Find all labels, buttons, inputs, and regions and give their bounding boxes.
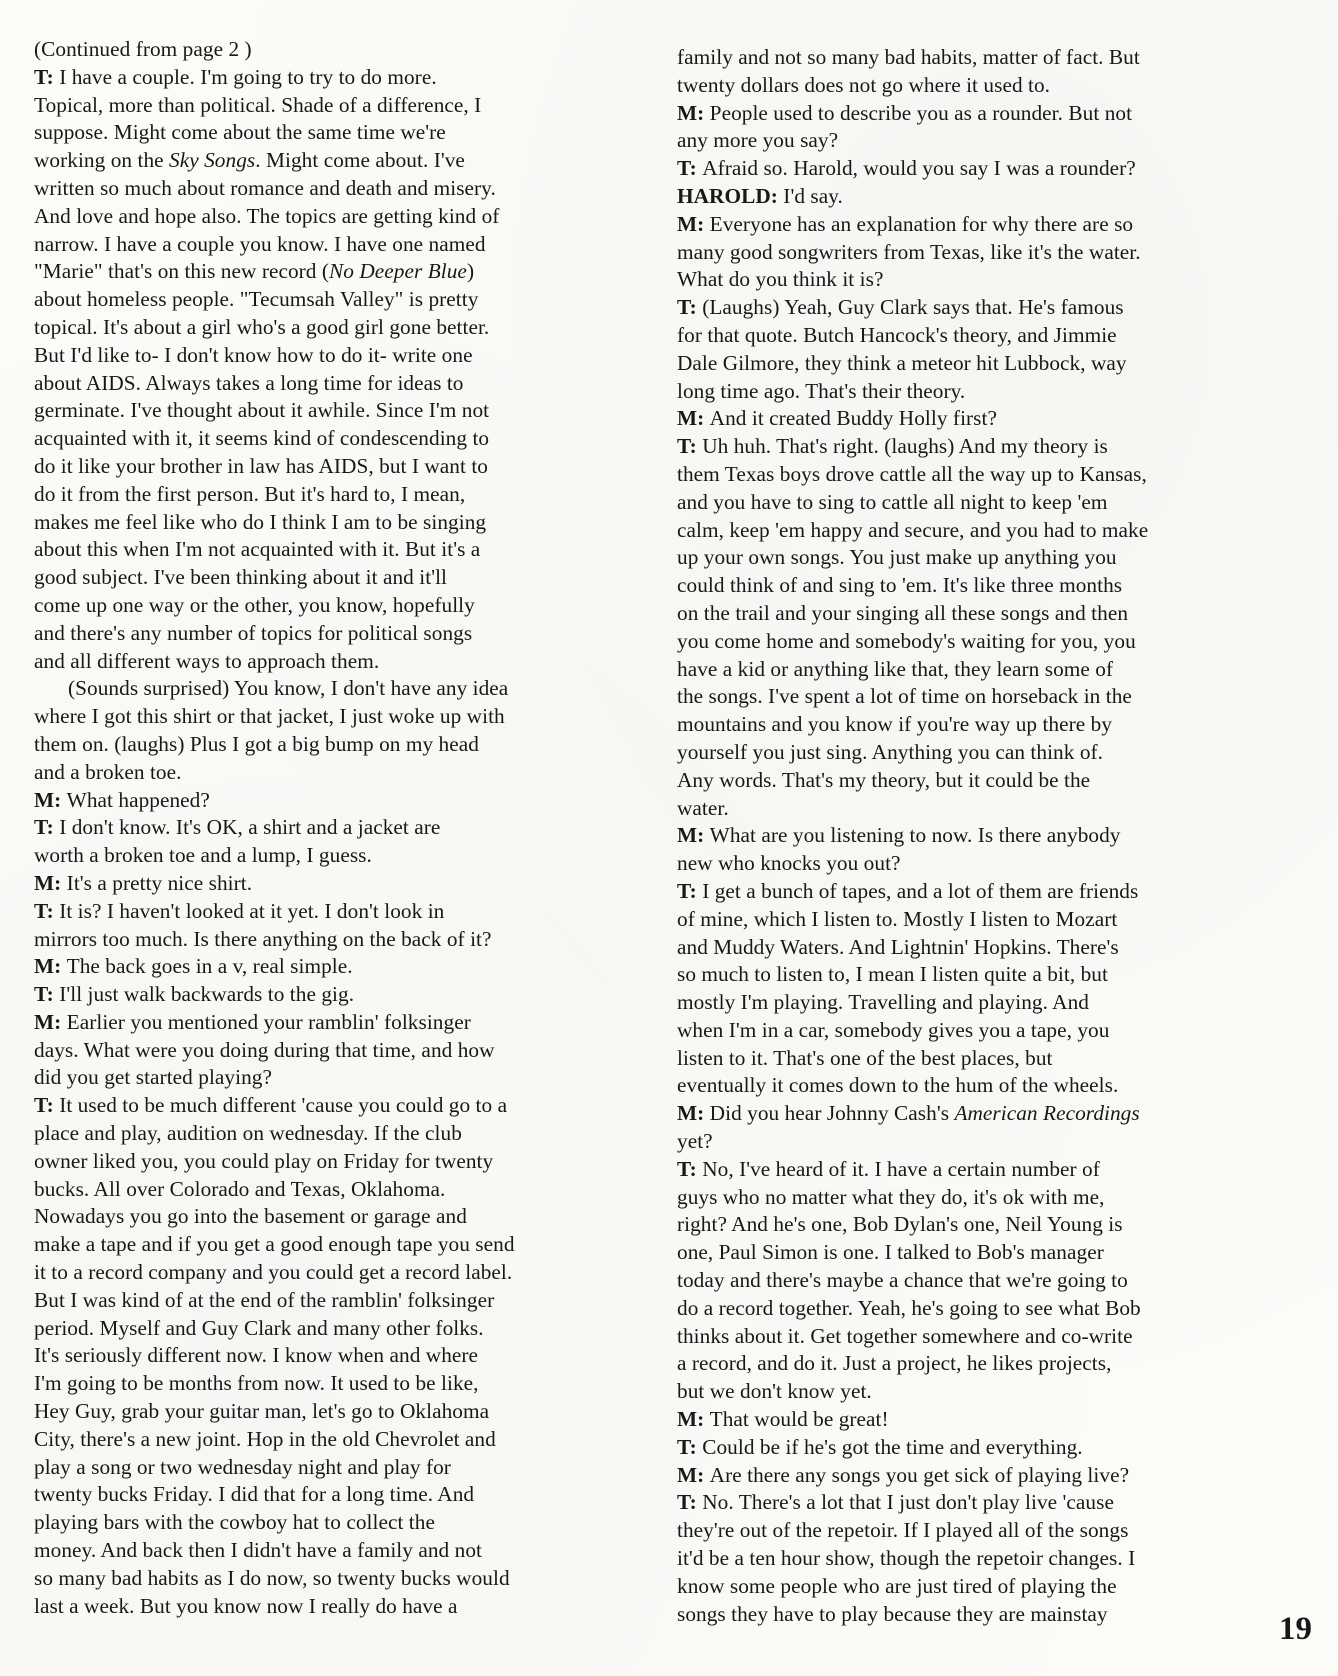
text-line bbox=[34, 1231, 656, 1259]
line-text: What do you think it is? bbox=[677, 267, 884, 292]
speaker-label: T: bbox=[677, 295, 703, 320]
line-text: Hey Guy, grab your guitar man, let's go to Oklahoma bbox=[34, 1399, 490, 1424]
line-text: family and not so many bad habits, matter of fact. But bbox=[677, 45, 1140, 69]
text-line bbox=[677, 656, 1277, 684]
speaker-label: T: bbox=[677, 878, 703, 903]
speaker-label: M: bbox=[677, 1407, 710, 1432]
text-line bbox=[34, 342, 656, 370]
text-line bbox=[677, 628, 1277, 656]
text-line bbox=[677, 683, 1277, 711]
line-text: Topical, more than political. Shade of a difference, I bbox=[34, 92, 482, 117]
text-line bbox=[34, 787, 656, 815]
text-line bbox=[677, 322, 1277, 350]
text-line bbox=[34, 620, 656, 648]
line-text: (Laughs) Yeah, Guy Clark says that. He's famous bbox=[702, 295, 1124, 320]
speaker-label: M: bbox=[677, 211, 710, 236]
text-line bbox=[34, 564, 656, 592]
line-text-after: . Might come about. I've bbox=[255, 148, 465, 173]
speaker-label: M: bbox=[677, 406, 710, 431]
line-text: Afraid so. Harold, would you say I was a rounder? bbox=[702, 156, 1136, 181]
line-text: suppose. Might come about the same time we're bbox=[34, 120, 446, 145]
text-line bbox=[677, 461, 1277, 489]
text-line bbox=[677, 239, 1277, 267]
line-text: where I got this shirt or that jacket, I just woke up with bbox=[34, 704, 505, 729]
text-line bbox=[677, 350, 1277, 378]
text-line bbox=[34, 1120, 656, 1148]
line-text: And love and hope also. The topics are getting kind of bbox=[34, 203, 500, 228]
line-text: germinate. I've thought about it awhile. Since I'm not bbox=[34, 398, 490, 423]
speaker-label: T: bbox=[677, 156, 703, 181]
text-line bbox=[34, 147, 656, 175]
text-line bbox=[34, 314, 656, 342]
line-text: twenty dollars does not go where it used to. bbox=[677, 72, 1051, 97]
line-text: I'm going to be months from now. It used to be like, bbox=[34, 1371, 479, 1396]
speaker-label: T: bbox=[34, 64, 60, 89]
line-text: have a kid or anything like that, they learn some of bbox=[677, 656, 1114, 681]
text-line bbox=[34, 1565, 656, 1593]
speaker-label: M: bbox=[34, 787, 67, 812]
line-text: right? And he's one, Bob Dylan's one, Neil Young is bbox=[677, 1212, 1123, 1237]
text-line bbox=[677, 961, 1277, 989]
text-line bbox=[677, 378, 1277, 406]
line-text: make a tape and if you get a good enough tape you send bbox=[34, 1232, 515, 1257]
text-line bbox=[677, 1184, 1277, 1212]
line-text: do a record together. Yeah, he's going to see what Bob bbox=[677, 1295, 1141, 1320]
speaker-label: M: bbox=[677, 100, 710, 125]
line-text: But I'd like to- I don't know how to do it- write one bbox=[34, 342, 473, 367]
line-text: do it from the first person. But it's hard to, I mean, bbox=[34, 481, 466, 506]
text-line bbox=[34, 119, 656, 147]
line-text: about this when I'm not acquainted with it. But it's a bbox=[34, 537, 481, 562]
text-line bbox=[677, 1267, 1277, 1295]
line-text: mostly I'm playing. Travelling and playing. And bbox=[677, 990, 1090, 1015]
line-text: I'll just walk backwards to the gig. bbox=[59, 982, 355, 1007]
text-line bbox=[34, 1148, 656, 1176]
text-line bbox=[677, 1378, 1277, 1406]
line-text: good subject. I've been thinking about it and it'll bbox=[34, 565, 448, 590]
line-text: the songs. I've spent a lot of time on horseback in the bbox=[677, 684, 1132, 709]
text-line bbox=[677, 1601, 1277, 1629]
line-text: What are you listening to now. Is there anybody bbox=[709, 823, 1121, 848]
line-text: long time ago. That's their theory. bbox=[677, 378, 966, 403]
line-text: Could be if he's got the time and everything. bbox=[702, 1434, 1083, 1459]
text-line bbox=[34, 509, 656, 537]
line-text: And it created Buddy Holly first? bbox=[709, 406, 997, 431]
line-text: any more you say? bbox=[677, 128, 839, 153]
text-line bbox=[34, 1370, 656, 1398]
line-text: I'd say. bbox=[783, 183, 843, 208]
text-line bbox=[34, 842, 656, 870]
line-text: It's a pretty nice shirt. bbox=[66, 870, 253, 895]
text-line bbox=[34, 397, 656, 425]
text-line bbox=[677, 1045, 1277, 1073]
text-line bbox=[677, 1573, 1277, 1601]
line-text: written so much about romance and death and misery. bbox=[34, 175, 496, 200]
text-line bbox=[677, 739, 1277, 767]
speaker-label: M: bbox=[34, 1009, 67, 1034]
text-line bbox=[677, 711, 1277, 739]
line-text: "Marie" that's on this new record ( bbox=[34, 259, 330, 284]
line-text: days. What were you doing during that time, and how bbox=[34, 1037, 495, 1062]
text-line bbox=[677, 795, 1277, 823]
text-line bbox=[677, 100, 1277, 128]
text-line bbox=[677, 127, 1277, 155]
text-line bbox=[677, 433, 1277, 461]
text-line bbox=[34, 536, 656, 564]
text-line bbox=[677, 1128, 1277, 1156]
text-line bbox=[34, 1342, 656, 1370]
line-text: Are there any songs you get sick of playing live? bbox=[709, 1462, 1130, 1487]
line-text: I get a bunch of tapes, and a lot of them are friends bbox=[702, 878, 1139, 903]
text-line bbox=[34, 231, 656, 259]
line-text: could think of and sing to 'em. It's like three months bbox=[677, 573, 1123, 598]
text-line bbox=[34, 731, 656, 759]
continued-note: (Continued from page 2 ) bbox=[34, 37, 252, 61]
text-line bbox=[34, 953, 656, 981]
text-line bbox=[677, 294, 1277, 322]
line-text: money. And back then I didn't have a family and not bbox=[34, 1538, 482, 1563]
speaker-label: T: bbox=[34, 898, 60, 923]
speaker-label: T: bbox=[34, 1093, 60, 1118]
speaker-label: T: bbox=[34, 982, 60, 1007]
text-line bbox=[677, 183, 1277, 211]
text-line bbox=[677, 822, 1277, 850]
text-line bbox=[34, 258, 656, 286]
line-text: many good songwriters from Texas, like it's the water. bbox=[677, 239, 1141, 264]
text-line bbox=[677, 44, 1277, 72]
speaker-label: T: bbox=[34, 815, 60, 840]
line-text: when I'm in a car, somebody gives you a tape, you bbox=[677, 1017, 1110, 1042]
line-text: on the trail and your singing all these songs and then bbox=[677, 600, 1129, 625]
line-text: twenty bucks Friday. I did that for a long time. And bbox=[34, 1482, 475, 1507]
speaker-label: T: bbox=[677, 1490, 703, 1515]
text-line bbox=[34, 481, 656, 509]
text-line bbox=[677, 989, 1277, 1017]
text-line bbox=[34, 981, 656, 1009]
text-line bbox=[677, 1517, 1277, 1545]
line-text: songs they have to play because they are mainstay bbox=[677, 1601, 1108, 1626]
line-text: and a broken toe. bbox=[34, 759, 182, 784]
speaker-label: T: bbox=[677, 434, 703, 459]
text-line bbox=[34, 1064, 656, 1092]
line-text: know some people who are just tired of playing the bbox=[677, 1573, 1117, 1598]
line-text: of mine, which I listen to. Mostly I listen to Mozart bbox=[677, 906, 1118, 931]
line-text: Everyone has an explanation for why there are so bbox=[709, 211, 1134, 236]
line-text: guys who no matter what they do, it's ok with me, bbox=[677, 1184, 1105, 1209]
left-column bbox=[34, 36, 656, 1620]
line-text: bucks. All over Colorado and Texas, Oklahoma. bbox=[34, 1176, 446, 1201]
line-text: yourself you just sing. Anything you can think of. bbox=[677, 739, 1104, 764]
line-text: and Muddy Waters. And Lightnin' Hopkins. There's bbox=[677, 934, 1119, 959]
italic-title: American Recordings bbox=[954, 1101, 1140, 1126]
speaker-label: T: bbox=[677, 1156, 703, 1181]
line-text: eventually it comes down to the hum of the wheels. bbox=[677, 1073, 1119, 1098]
text-line bbox=[677, 1406, 1277, 1434]
line-text: them on. (laughs) Plus I got a big bump on my head bbox=[34, 731, 479, 756]
left-column-text bbox=[34, 64, 656, 1621]
line-text: one, Paul Simon is one. I talked to Bob's manager bbox=[677, 1240, 1104, 1265]
line-text: them Texas boys drove cattle all the way up to Kansas, bbox=[677, 461, 1147, 486]
text-line bbox=[677, 1072, 1277, 1100]
text-line bbox=[34, 759, 656, 787]
line-text: but we don't know yet. bbox=[677, 1379, 872, 1404]
text-line bbox=[34, 1481, 656, 1509]
text-line bbox=[34, 1454, 656, 1482]
speaker-label: HAROLD: bbox=[677, 183, 784, 208]
text-line bbox=[34, 1259, 656, 1287]
speaker-label: M: bbox=[34, 954, 67, 979]
text-line bbox=[677, 155, 1277, 183]
line-text: Earlier you mentioned your ramblin' folksinger bbox=[66, 1009, 471, 1034]
text-line bbox=[34, 175, 656, 203]
line-text: I don't know. It's OK, a shirt and a jacket are bbox=[59, 815, 441, 840]
text-line bbox=[34, 203, 656, 231]
text-line bbox=[677, 1156, 1277, 1184]
text-line bbox=[677, 1323, 1277, 1351]
line-text: The back goes in a v, real simple. bbox=[66, 954, 353, 979]
text-line bbox=[677, 1350, 1277, 1378]
line-text: it'd be a ten hour show, though the repetoir changes. I bbox=[677, 1546, 1136, 1571]
text-line bbox=[677, 878, 1277, 906]
line-text: for that quote. Butch Hancock's theory, and Jimmie bbox=[677, 322, 1117, 347]
line-text: do it like your brother in law has AIDS, but I want to bbox=[34, 453, 489, 478]
line-text: worth a broken toe and a lump, I guess. bbox=[34, 843, 372, 868]
line-text: It used to be much different 'cause you could go to a bbox=[59, 1093, 508, 1118]
line-text: owner liked you, you could play on Friday for twenty bbox=[34, 1148, 494, 1173]
right-column-text bbox=[677, 44, 1277, 1628]
line-text: working on the bbox=[34, 148, 170, 173]
text-line bbox=[34, 1315, 656, 1343]
line-text: place and play, audition on wednesday. If the club bbox=[34, 1121, 462, 1146]
line-text: did you get started playing? bbox=[34, 1065, 272, 1090]
text-line bbox=[34, 370, 656, 398]
text-line bbox=[34, 1509, 656, 1537]
line-text: about homeless people. "Tecumsah Valley" is pretty bbox=[34, 287, 479, 312]
text-line bbox=[34, 1203, 656, 1231]
text-line bbox=[677, 1434, 1277, 1462]
text-line bbox=[677, 1239, 1277, 1267]
line-text: Nowadays you go into the basement or garage and bbox=[34, 1204, 467, 1229]
line-text-after: ) bbox=[466, 259, 475, 284]
line-text: listen to it. That's one of the best places, but bbox=[677, 1045, 1053, 1070]
text-line bbox=[34, 648, 656, 676]
line-text: calm, keep 'em happy and secure, and you had to make bbox=[677, 517, 1149, 542]
text-line bbox=[34, 1593, 656, 1621]
text-line bbox=[677, 1100, 1277, 1128]
line-text: playing bars with the cowboy hat to collect the bbox=[34, 1510, 435, 1535]
text-line bbox=[677, 405, 1277, 433]
line-text: topical. It's about a girl who's a good girl gone better. bbox=[34, 314, 490, 339]
text-line bbox=[34, 592, 656, 620]
line-text: they're out of the repetoir. If I played all of the songs bbox=[677, 1518, 1129, 1543]
text-line bbox=[34, 1398, 656, 1426]
text-line bbox=[34, 1009, 656, 1037]
line-text: But I was kind of at the end of the ramblin' folksinger bbox=[34, 1287, 495, 1312]
text-line bbox=[677, 72, 1277, 100]
text-line bbox=[677, 1211, 1277, 1239]
line-text: so many bad habits as I do now, so twenty bucks would bbox=[34, 1565, 510, 1590]
text-line bbox=[34, 926, 656, 954]
text-line bbox=[34, 1037, 656, 1065]
text-line bbox=[34, 703, 656, 731]
line-text: It's seriously different now. I know when and where bbox=[34, 1343, 479, 1368]
line-text: and there's any number of topics for political songs bbox=[34, 620, 473, 645]
text-line bbox=[677, 1489, 1277, 1517]
line-text: yet? bbox=[677, 1129, 713, 1154]
text-line bbox=[34, 1537, 656, 1565]
line-text: new who knocks you out? bbox=[677, 851, 901, 876]
speaker-label: M: bbox=[677, 1462, 710, 1487]
text-line bbox=[34, 286, 656, 314]
line-text: up your own songs. You just make up anything you bbox=[677, 545, 1117, 570]
text-line bbox=[34, 1176, 656, 1204]
line-text: Uh huh. That's right. (laughs) And my theory is bbox=[702, 434, 1108, 459]
line-text: about AIDS. Always takes a long time for ideas to bbox=[34, 370, 464, 395]
line-text: mountains and you know if you're way up there by bbox=[677, 712, 1113, 737]
line-text: thinks about it. Get together somewhere and co-write bbox=[677, 1323, 1133, 1348]
text-line bbox=[34, 64, 656, 92]
text-line bbox=[677, 517, 1277, 545]
line-text: acquainted with it, it seems kind of condescending to bbox=[34, 426, 490, 451]
line-text: and all different ways to approach them. bbox=[34, 648, 380, 673]
line-text: Dale Gilmore, they think a meteor hit Lubbock, way bbox=[677, 350, 1127, 375]
text-line bbox=[677, 211, 1277, 239]
text-line bbox=[34, 898, 656, 926]
text-line bbox=[677, 767, 1277, 795]
speaker-label: M: bbox=[677, 1101, 710, 1126]
line-text: a record, and do it. Just a project, he likes projects, bbox=[677, 1351, 1112, 1376]
line-text: No, I've heard of it. I have a certain number of bbox=[702, 1156, 1100, 1181]
line-text: Any words. That's my theory, but it could be the bbox=[677, 767, 1091, 792]
line-text: That would be great! bbox=[709, 1407, 889, 1432]
line-text: narrow. I have a couple you know. I have one named bbox=[34, 231, 486, 256]
text-line bbox=[34, 814, 656, 842]
line-text: play a song or two wednesday night and play for bbox=[34, 1454, 451, 1479]
line-text: mirrors too much. Is there anything on the back of it? bbox=[34, 926, 492, 951]
speaker-label: T: bbox=[677, 1434, 703, 1459]
line-text: I have a couple. I'm going to try to do more. bbox=[59, 64, 437, 89]
text-line bbox=[677, 850, 1277, 878]
line-text: water. bbox=[677, 795, 729, 820]
speaker-label: M: bbox=[677, 823, 710, 848]
line-text: It is? I haven't looked at it yet. I don't look in bbox=[59, 898, 445, 923]
line-text: last a week. But you know now I really do have a bbox=[34, 1593, 458, 1618]
line-text: City, there's a new joint. Hop in the old Chevrolet and bbox=[34, 1426, 496, 1451]
line-text: No. There's a lot that I just don't play live 'cause bbox=[702, 1490, 1114, 1515]
line-text: so much to listen to, I mean I listen quite a bit, but bbox=[677, 962, 1108, 987]
text-line bbox=[34, 1287, 656, 1315]
line-text: Did you hear Johnny Cash's bbox=[709, 1101, 955, 1126]
text-line bbox=[677, 600, 1277, 628]
text-line bbox=[677, 906, 1277, 934]
text-line bbox=[677, 1017, 1277, 1045]
text-line bbox=[677, 544, 1277, 572]
line-text: What happened? bbox=[66, 787, 210, 812]
speaker-label: M: bbox=[34, 870, 67, 895]
text-line bbox=[34, 675, 656, 703]
text-line bbox=[677, 934, 1277, 962]
text-line bbox=[34, 1092, 656, 1120]
line-text: and you have to sing to cattle all night to keep 'em bbox=[677, 489, 1108, 514]
page-number: 19 bbox=[1279, 1611, 1312, 1647]
text-line bbox=[34, 1426, 656, 1454]
line-text: it to a record company and you could get a record label. bbox=[34, 1260, 513, 1285]
text-line bbox=[34, 425, 656, 453]
text-line bbox=[34, 870, 656, 898]
line-text: today and there's maybe a chance that we're going to bbox=[677, 1268, 1128, 1293]
text-line bbox=[677, 572, 1277, 600]
text-line bbox=[34, 453, 656, 481]
line-text: come up one way or the other, you know, hopefully bbox=[34, 592, 475, 617]
right-column bbox=[677, 44, 1277, 1628]
text-line bbox=[677, 1295, 1277, 1323]
line-text: you come home and somebody's waiting for you, you bbox=[677, 628, 1136, 653]
line-text: People used to describe you as a rounder. But not bbox=[709, 100, 1133, 125]
text-line bbox=[677, 489, 1277, 517]
line-text: (Sounds surprised) You know, I don't have any idea bbox=[68, 676, 509, 701]
text-line bbox=[34, 92, 656, 120]
text-line bbox=[677, 1545, 1277, 1573]
italic-title: No Deeper Blue bbox=[329, 259, 467, 284]
text-line bbox=[677, 266, 1277, 294]
line-text: makes me feel like who do I think I am to be singing bbox=[34, 509, 487, 534]
italic-title: Sky Songs bbox=[169, 148, 256, 173]
line-text: period. Myself and Guy Clark and many other folks. bbox=[34, 1315, 484, 1340]
text-line bbox=[677, 1462, 1277, 1490]
